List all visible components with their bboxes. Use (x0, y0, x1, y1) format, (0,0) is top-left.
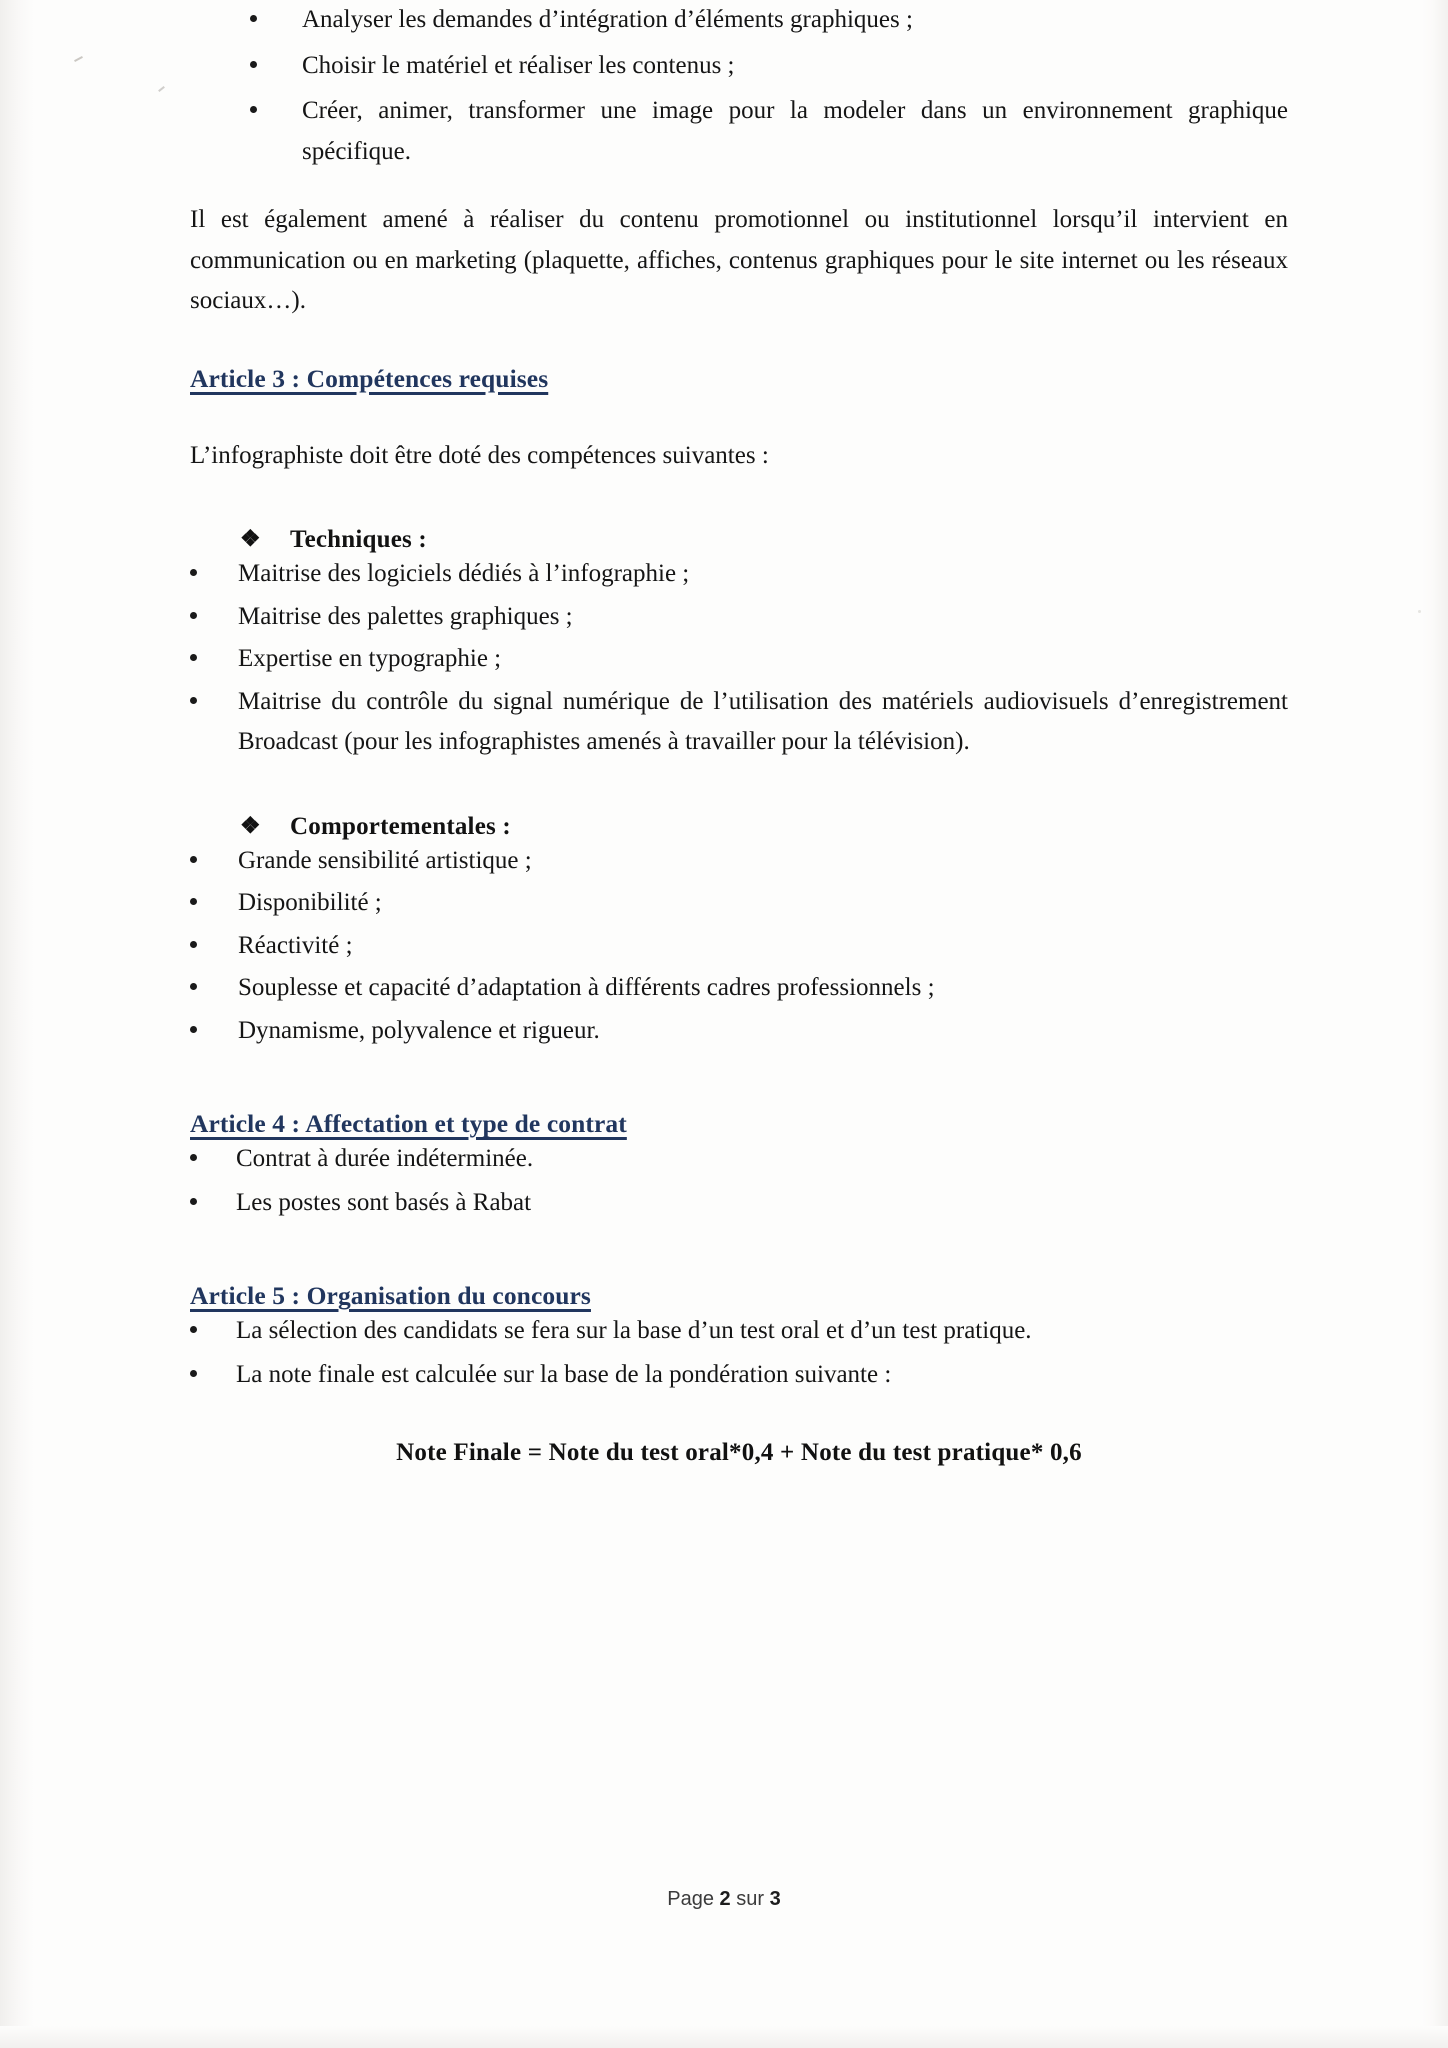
document-body (190, 0, 1288, 1467)
list-item (190, 841, 1288, 882)
list-item (190, 639, 1288, 680)
footer-middle: sur (736, 1888, 765, 1910)
list-item-text: Analyser les demandes d’intégration d’éléments graphiques ; (302, 6, 913, 33)
bullet-dot-icon (190, 856, 197, 863)
bullet-dot-icon (190, 654, 197, 661)
list-item (190, 1183, 1288, 1224)
subsection-techniques-heading (240, 526, 1288, 554)
list-item (190, 554, 1288, 595)
bullet-dot-icon (190, 569, 197, 576)
bullet-dot-icon (190, 1154, 197, 1161)
bullet-dot-icon (190, 1370, 197, 1377)
list-item (190, 926, 1288, 967)
list-item (190, 1311, 1288, 1352)
article-4-list (190, 1139, 1288, 1223)
comportementales-list (190, 841, 1288, 1052)
bullet-dot-icon (190, 941, 197, 948)
list-item-text: Disponibilité ; (238, 889, 382, 916)
list-item (250, 91, 1288, 172)
scan-edge-left (0, 0, 34, 2048)
article-3-heading: Article 3 : Compétences requises (190, 363, 549, 393)
bullet-dot-icon (190, 697, 197, 704)
footer-current-page: 2 (719, 1888, 731, 1910)
list-item-text: Maitrise du contrôle du signal numérique de l’utilisation des matériels audiovisuels d’enregistrement Broadcast (pour les infographistes amenés à travailler pour la télévision). (238, 687, 1288, 755)
subsection-title: Comportementales : (290, 812, 511, 840)
list-item (190, 883, 1288, 924)
list-item-text: Maitrise des palettes graphiques ; (238, 602, 573, 630)
bullet-dot-icon (190, 898, 197, 905)
list-item-text: Choisir le matériel et réaliser les contenus ; (302, 51, 735, 79)
article-3-lead-text: L’infographiste doit être doté des compétences suivantes : (190, 441, 769, 469)
duties-list (190, 0, 1288, 172)
bullet-dot-icon (190, 612, 197, 619)
scan-edge-right (1422, 0, 1448, 2048)
bullet-dot-icon (250, 106, 257, 113)
footer-total-pages: 3 (769, 1888, 781, 1910)
subsection-title: Techniques : (290, 526, 427, 553)
list-item-text: Expertise en typographie ; (238, 645, 502, 672)
list-item-text: Grande sensibilité artistique ; (238, 846, 532, 874)
scan-speck (158, 86, 165, 92)
scan-edge-bottom (0, 2026, 1448, 2048)
bullet-dot-icon (190, 1026, 197, 1033)
diamond-bullet-icon: ❖ (240, 526, 261, 551)
scan-speck (74, 56, 83, 62)
list-item (190, 1355, 1288, 1396)
list-item (190, 1011, 1288, 1052)
final-grade-formula: Note Finale = Note du test oral*0,4 + Note du test pratique* 0,6 (396, 1439, 1082, 1466)
list-item (250, 0, 1288, 41)
list-item (190, 1139, 1288, 1180)
list-item-text: Souplesse et capacité d’adaptation à différents cadres professionnels ; (238, 974, 935, 1001)
list-item-text: Contrat à durée indéterminée. (236, 1145, 534, 1172)
article-5-list (190, 1311, 1288, 1395)
article-5-heading: Article 5 : Organisation du concours (190, 1281, 591, 1310)
list-item (190, 597, 1288, 638)
bullet-dot-icon (190, 1326, 197, 1333)
list-item-text: Maitrise des logiciels dédiés à l’infographie ; (238, 560, 690, 587)
scan-speck (1418, 610, 1421, 613)
list-item (190, 968, 1288, 1009)
list-item-text: Réactivité ; (238, 931, 353, 959)
list-item-text: Les postes sont basés à Rabat (236, 1188, 532, 1216)
footer-prefix: Page (667, 1888, 714, 1910)
page-footer (0, 1888, 1448, 1911)
bullet-dot-icon (190, 1198, 197, 1205)
list-item-text: Dynamisme, polyvalence et rigueur. (238, 1016, 600, 1044)
bullet-dot-icon (250, 61, 257, 68)
bullet-dot-icon (190, 983, 197, 990)
article-4-heading: Article 4 : Affectation et type de contrat (190, 1109, 627, 1138)
list-item (190, 682, 1288, 763)
list-item-text: La sélection des candidats se fera sur la base d’un test oral et d’un test pratique. (236, 1317, 1032, 1344)
intro-paragraph: Il est également amené à réaliser du contenu promotionnel ou institutionnel lorsqu’il intervient en communication ou en marketing (plaquette, affiches, contenus graphiques pour le site internet ou les réseaux sociaux…). (190, 206, 1288, 314)
techniques-list (190, 554, 1288, 763)
list-item-text: Créer, animer, transformer une image pour la modeler dans un environnement graphique spécifique. (302, 97, 1288, 165)
subsection-comportementales-heading (240, 813, 1288, 841)
list-item-text: La note finale est calculée sur la base de la pondération suivante : (236, 1360, 892, 1388)
list-item (250, 46, 1288, 87)
bullet-dot-icon (250, 15, 257, 22)
diamond-bullet-icon: ❖ (240, 812, 261, 838)
